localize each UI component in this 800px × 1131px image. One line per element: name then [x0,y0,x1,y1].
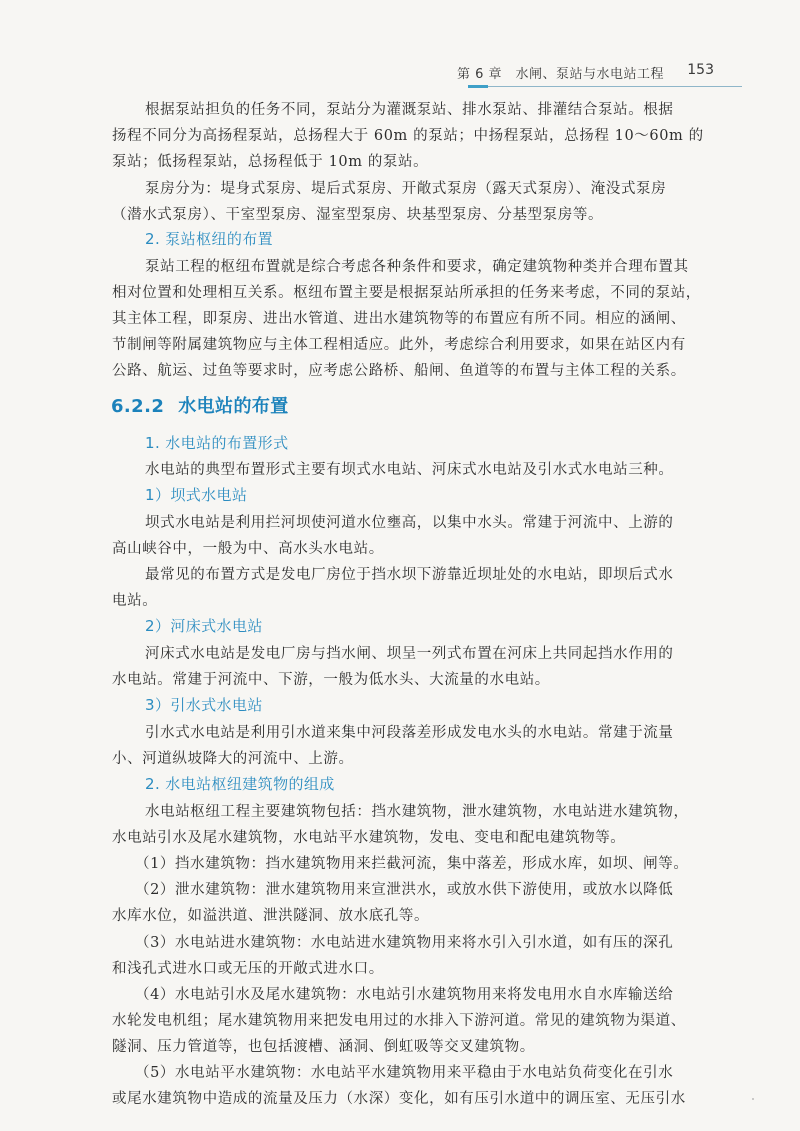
subheading: 1）坝式水电站 [145,486,248,504]
list-item-continuation: 隧洞、压力管道等，也包括渡槽、涵洞、倒虹吸等交叉建筑物。 [112,1039,535,1055]
header-rule-accent [468,85,488,88]
list-item: （2）泄水建筑物：泄水建筑物用来宣泄洪水，或放水供下游使用，或放水以降低 [135,882,674,898]
scan-speck [752,1098,754,1100]
subheading: 2）河床式水电站 [145,617,263,635]
text-line: 水电站。常建于河流中、下游，一般为低水头、大流量的水电站。 [112,672,550,688]
text-line: 坝式水电站是利用拦河坝使河道水位壅高，以集中水头。常建于河流中、上游的 [145,515,674,531]
list-item: （3）水电站进水建筑物：水电站进水建筑物用来将水引入引水道，如有压的深孔 [135,935,674,951]
list-item-continuation: 或尾水建筑物中造成的流量及压力（水深）变化，如有压引水道中的调压室、无压引水 [112,1091,686,1107]
text-line: 引水式水电站是利用引水道来集中河段落差形成发电水头的水电站。常建于流量 [145,725,674,741]
text-line: 小、河道纵坡降大的河流中、上游。 [112,751,354,767]
text-line: 最常见的布置方式是发电厂房位于挡水坝下游靠近坝址处的水电站，即坝后式水 [145,567,674,583]
subheading: 1. 水电站的布置形式 [145,434,289,452]
running-header [0,56,800,86]
text-line: 水电站枢纽工程主要建筑物包括：挡水建筑物，泄水建筑物，水电站进水建筑物， [145,804,689,820]
text-line: 泵房分为：堤身式泵房、堤后式泵房、开敞式泵房（露天式泵房）、淹没式泵房 [145,181,667,197]
list-item-continuation: 水库水位，如溢洪道、泄洪隧洞、放水底孔等。 [112,908,430,924]
text-line: 根据泵站担负的任务不同，泵站分为灌溉泵站、排水泵站、排灌结合泵站。根据 [145,102,674,118]
page-number: 153 [687,62,714,78]
text-line: 电站。 [112,593,158,609]
subheading: 3）引水式水电站 [145,696,263,714]
text-line: 河床式水电站是发电厂房与挡水闸、坝呈一列式布置在河床上共同起挡水作用的 [145,646,674,662]
text-line: 其主体工程，即泵房、进出水管道、进出水建筑物等的布置应有所不同。相应的涵闸、 [112,311,686,327]
list-item-continuation: 和浅孔式进水口或无压的开敞式进水口。 [112,961,384,977]
text-line: （潜水式泵房）、干室型泵房、湿室型泵房、块基型泵房、分基型泵房等。 [112,207,604,223]
text-line: 扬程不同分为高扬程泵站，总扬程大于 60m 的泵站；中扬程泵站，总扬程 10～60m 的 [112,128,704,144]
section-heading [111,392,289,418]
text-line: 泵站工程的枢纽布置就是综合考虑各种条件和要求，确定建筑物种类并合理布置其 [145,259,689,275]
section-number: 6.2.2 [111,396,165,417]
text-line: 相对位置和处理相互关系。枢纽布置主要是根据泵站所承担的任务来考虑，不同的泵站， [112,285,701,301]
chapter-title: 第 6 章 水闸、泵站与水电站工程 [456,67,664,82]
text-line: 水电站的典型布置形式主要有坝式水电站、河床式水电站及引水式水电站三种。 [145,462,674,478]
list-item: （1）挡水建筑物：挡水建筑物用来拦截河流，集中落差，形成水库，如坝、闸等。 [135,856,689,872]
section-title: 水电站的布置 [178,396,289,417]
list-item-continuation: 水轮发电机组；尾水建筑物用来把发电用过的水排入下游河道。常见的建筑物为渠道、 [112,1013,686,1029]
text-line: 公路、航运、过鱼等要求时，应考虑公路桥、船闸、鱼道等的布置与主体工程的关系。 [112,363,686,379]
header-rule [468,86,742,87]
list-item: （4）水电站引水及尾水建筑物：水电站引水建筑物用来将发电用水自水库输送给 [135,987,674,1003]
subheading: 2. 泵站枢纽的布置 [145,230,274,248]
text-line: 泵站；低扬程泵站，总扬程低于 10m 的泵站。 [112,154,429,170]
text-line: 高山峡谷中，一般为中、高水头水电站。 [112,541,384,557]
subheading: 2. 水电站枢纽建筑物的组成 [145,775,335,793]
text-line: 节制闸等附属建筑物应与主体工程相适应。此外，考虑综合利用要求，如果在站区内有 [112,337,686,353]
text-line: 水电站引水及尾水建筑物，水电站平水建筑物，发电、变电和配电建筑物等。 [112,830,626,846]
list-item: （5）水电站平水建筑物：水电站平水建筑物用来平稳由于水电站负荷变化在引水 [135,1065,674,1081]
